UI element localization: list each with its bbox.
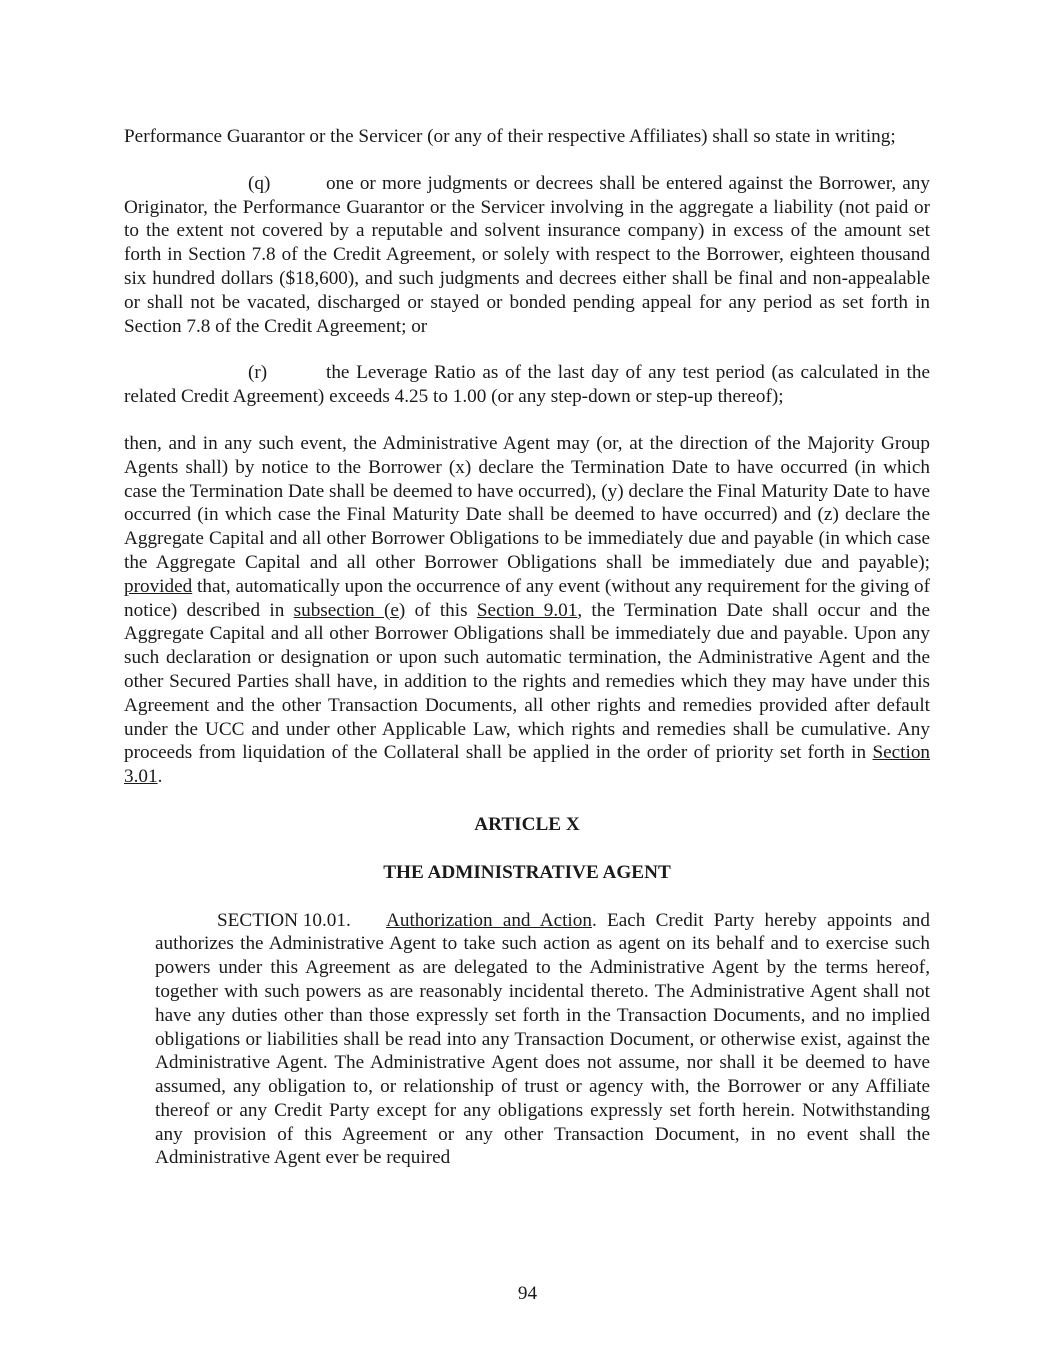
section-3-01-reference: Section 3.01	[124, 742, 931, 788]
item-q-paragraph	[124, 172, 930, 339]
remedies-text-1: then, and in any such event, the Administrative Agent may (or, at the direction of the Majority Group Agents shall) by notice to the Borrower (x) declare the Termination Date to have occurred (in which case the Termination Date shall be deemed to have occurred), (y) declare the Final Maturity Date to have occurred (in which case the Final Maturity Date shall be deemed to have occurred) and (z) declare the Aggregate Capital and all other Borrower Obligations to be immediately due and payable (in which case the Aggregate Capital and all other Borrower Obligations shall be immediately due and payable);	[124, 432, 930, 573]
remedies-text-5: .	[157, 766, 163, 788]
section-10-01-paragraph	[155, 909, 930, 1171]
remedies-paragraph	[124, 432, 930, 789]
item-r-label: (r)	[248, 362, 268, 384]
section-9-01-reference: Section 9.01	[476, 599, 578, 621]
remedies-text-2: that, automatically upon the occurrence of any event (without any requirement for the giving of notice) described in	[124, 575, 930, 621]
section-10-01-text: . Each Credit Party hereby appoints and authorizes the Administrative Agent to take such action as agent on its behalf and to exercise such powers under this Agreement as are delegated to the Administrative Agent by the terms hereof, together with such powers as are reasonably incidental thereto. The Administrative Agent shall not have any duties other than those expressly set forth in the Transaction Documents, and no implied obligations or liabilities shall be read into any Transaction Document, or otherwise exist, against the Administrative Agent. The Administrative Agent does not assume, nor shall it be deemed to have assumed, any obligation to, or relationship of trust or agency with, the Borrower or any Affiliate thereof or any Credit Party except for any obligations expressly set forth herein. Notwithstanding any provision of this Agreement or any other Transaction Document, in no event shall the Administrative Agent ever be required	[155, 909, 930, 1169]
section-10-01-title: Authorization and Action	[386, 909, 592, 931]
remedies-text-4: , the Termination Date shall occur and the Aggregate Capital and all other Borrower Obligations shall be immediately due and payable. Upon any such declaration or designation or upon such automatic termination, the Administrative Agent and the other Secured Parties shall have, in addition to the rights and remedies which they may have under this Agreement and the other Transaction Documents, all other rights and remedies provided after default under the UCC and under other Applicable Law, which rights and remedies shall be cumulative. Any proceeds from liquidation of the Collateral shall be applied in the order of priority set forth in	[124, 599, 931, 764]
item-r-paragraph	[124, 361, 930, 409]
provided-term: provided	[124, 575, 193, 597]
remedies-text-3: of this	[414, 599, 468, 621]
subsection-e-reference: subsection (e)	[293, 599, 406, 621]
section-10-01-number: SECTION 10.01.	[217, 909, 351, 931]
item-q-text: one or more judgments or decrees shall be entered against the Borrower, any Originator, the Performance Guarantor or the Servicer involving in the aggregate a liability (not paid or to the extent not covered by a reputable and solvent insurance company) in excess of the amount set forth in Section 7.8 of the Credit Agreement, or solely with respect to the Borrower, eighteen thousand six hundred dollars ($18,600), and such judgments and decrees either shall be final and non-appealable or shall not be vacated, discharged or stayed or bonded pending appeal for any period as set forth in Section 7.8 of the Credit Agreement; or	[124, 172, 930, 337]
continuation-paragraph	[124, 125, 930, 149]
article-title: THE ADMINISTRATIVE AGENT	[383, 861, 671, 883]
item-r-text: the Leverage Ratio as of the last day of any test period (as calculated in the related Credit Agreement) exceeds 4.25 to 1.00 (or any step-down or step-up thereof);	[124, 362, 930, 408]
article-heading: ARTICLE X	[474, 813, 580, 835]
page-number: 94	[517, 1283, 538, 1304]
continuation-text: Performance Guarantor or the Servicer (or any of their respective Affiliates) shall so state in writing;	[124, 126, 896, 147]
document-body	[124, 125, 930, 1170]
item-q-label: (q)	[248, 172, 271, 194]
